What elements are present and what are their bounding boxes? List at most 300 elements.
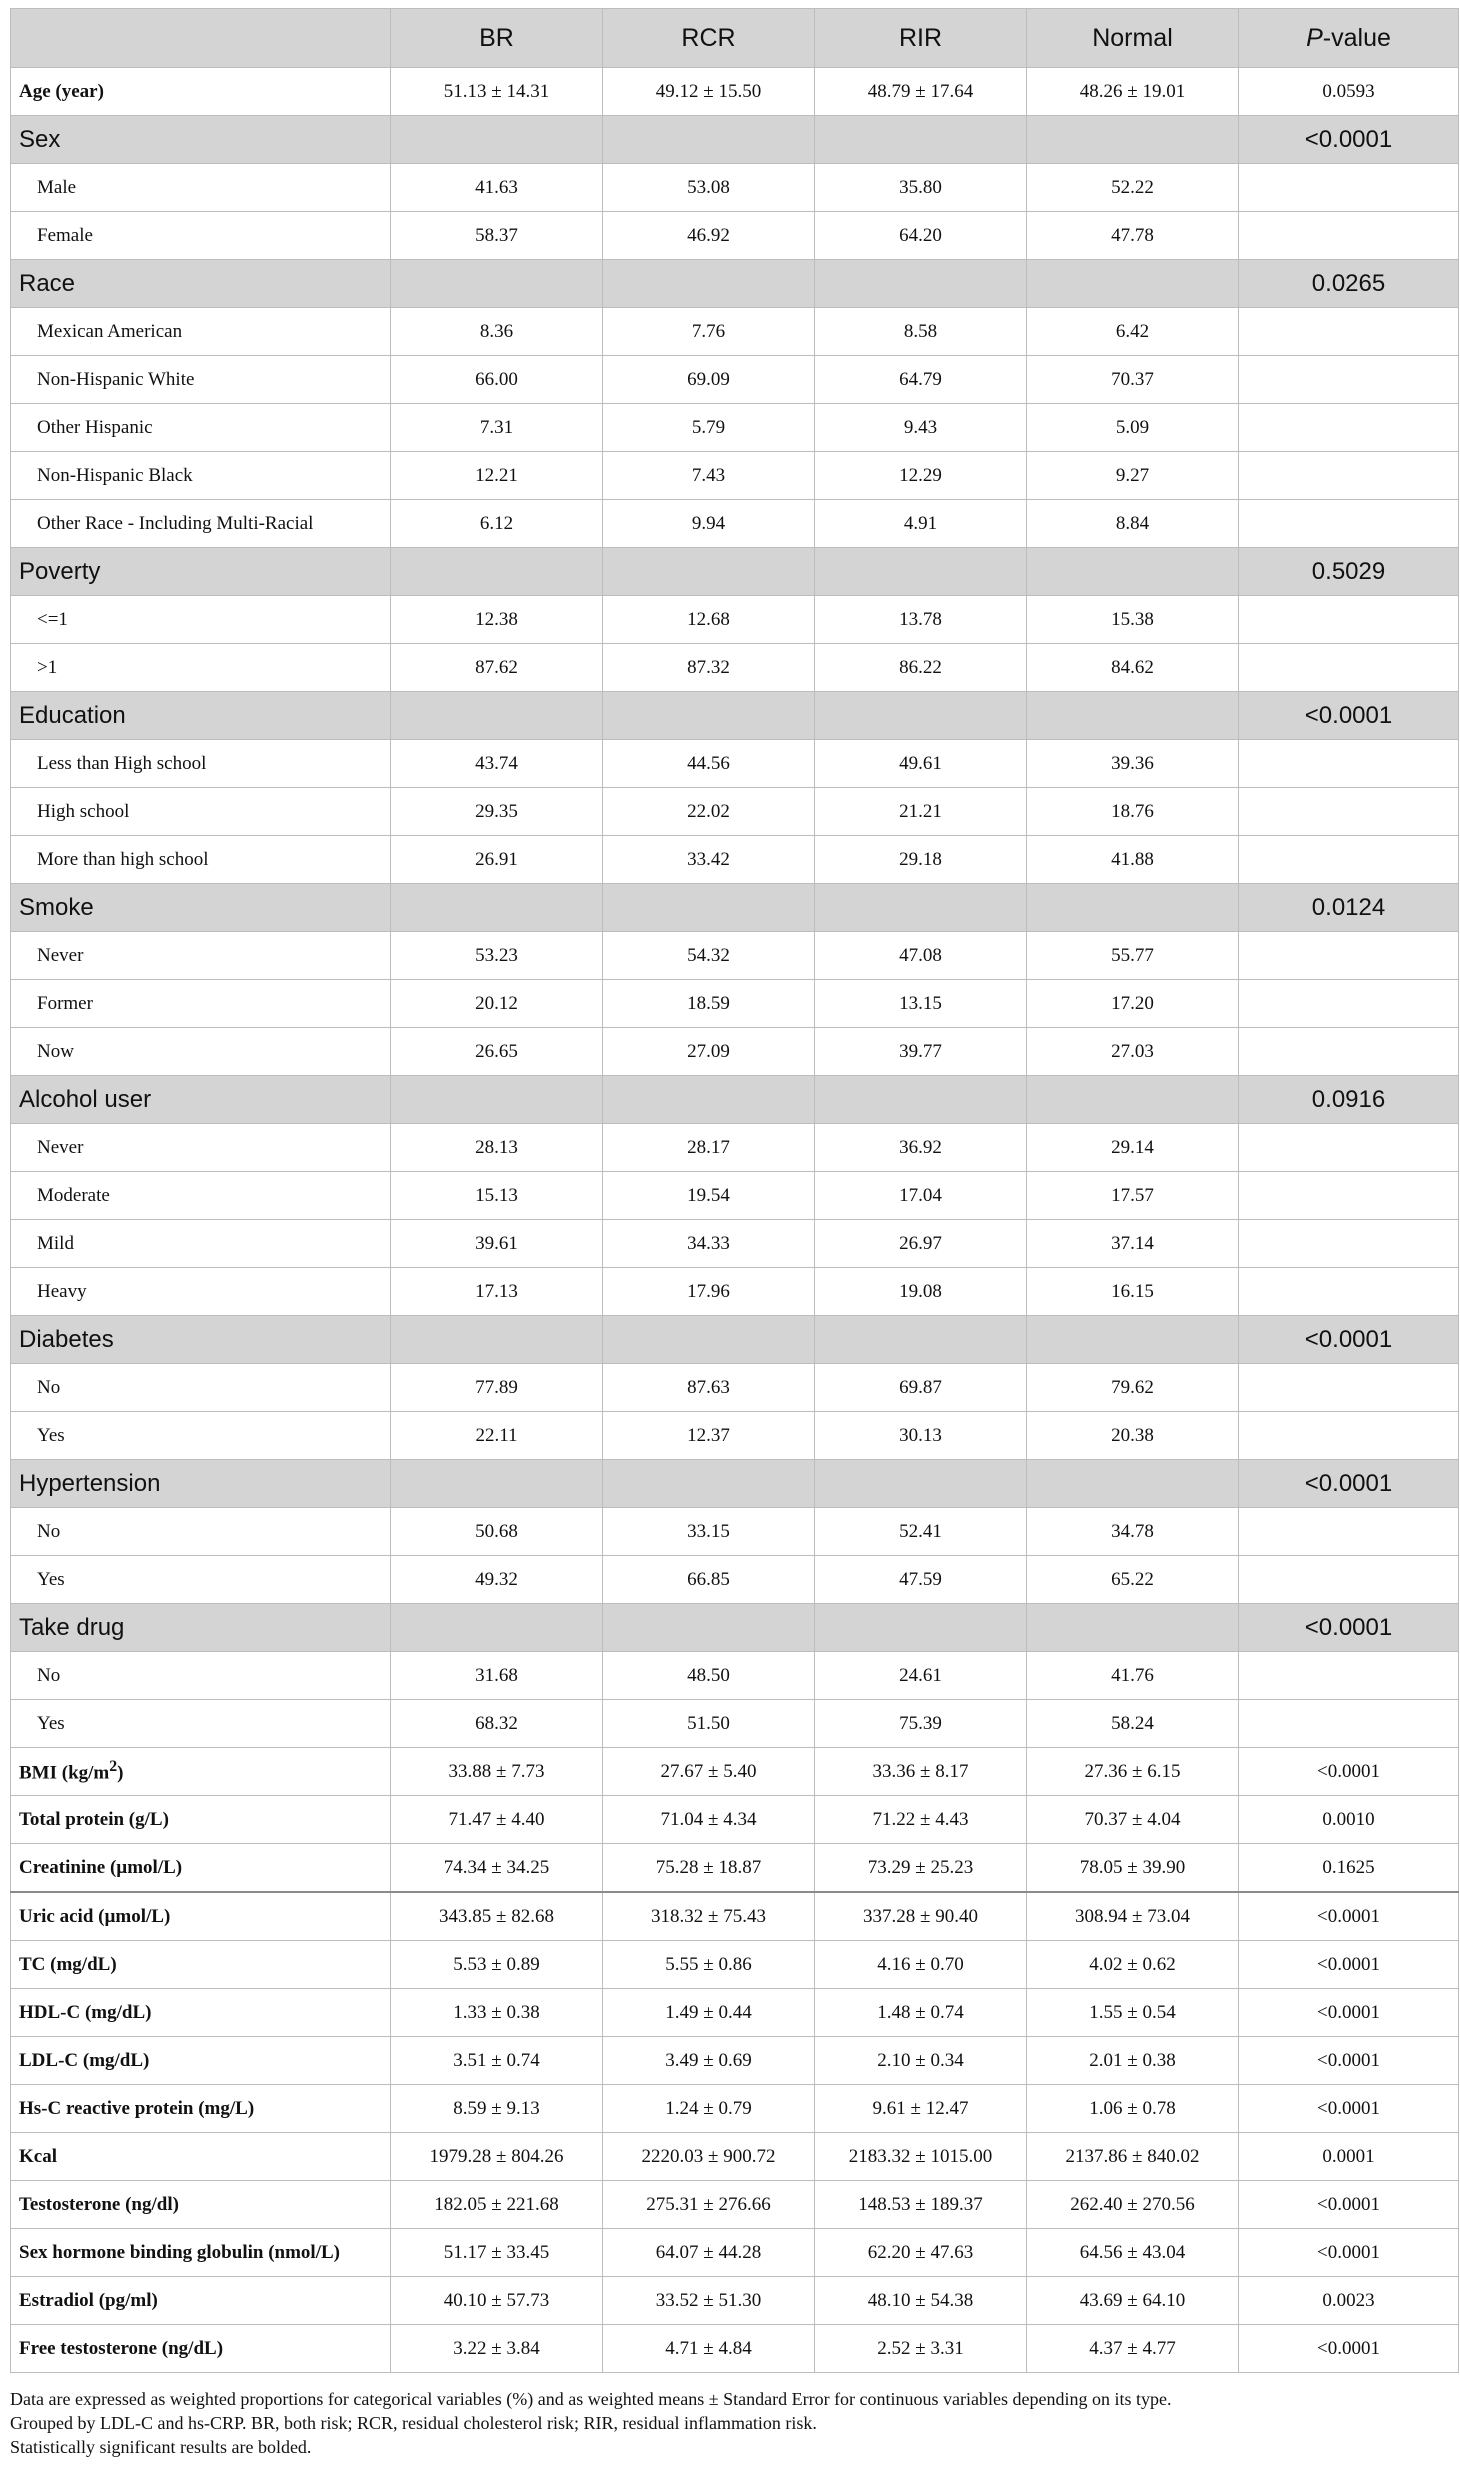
value-rir: 2.10 ± 0.34 bbox=[815, 2037, 1027, 2085]
value-pvalue: 0.0593 bbox=[1239, 68, 1459, 116]
value-br: 343.85 ± 82.68 bbox=[391, 1892, 603, 1941]
row-label bbox=[11, 2325, 391, 2373]
subcategory-row bbox=[11, 452, 1459, 500]
row-label bbox=[11, 836, 391, 884]
row-label bbox=[11, 1604, 391, 1652]
value-rcr bbox=[603, 548, 815, 596]
header-br: BR bbox=[391, 9, 603, 68]
value-rcr: 49.12 ± 15.50 bbox=[603, 68, 815, 116]
value-br: 17.13 bbox=[391, 1268, 603, 1316]
footnote: Statistically significant results are bolded. bbox=[10, 2437, 312, 2457]
value-rir: 2.52 ± 3.31 bbox=[815, 2325, 1027, 2373]
variable-row bbox=[11, 2325, 1459, 2373]
subcategory-row bbox=[11, 1700, 1459, 1748]
value-normal: 262.40 ± 270.56 bbox=[1027, 2181, 1239, 2229]
row-label bbox=[11, 1460, 391, 1508]
value-br: 51.13 ± 14.31 bbox=[391, 68, 603, 116]
value-pvalue bbox=[1239, 356, 1459, 404]
value-rcr: 318.32 ± 75.43 bbox=[603, 1892, 815, 1941]
value-rcr: 28.17 bbox=[603, 1124, 815, 1172]
row-label bbox=[11, 980, 391, 1028]
value-pvalue bbox=[1239, 164, 1459, 212]
row-label-text: Creatinine (µmol/L) bbox=[19, 1856, 183, 1878]
value-normal: 4.02 ± 0.62 bbox=[1027, 1941, 1239, 1989]
value-pvalue: <0.0001 bbox=[1239, 1460, 1459, 1508]
row-label-text: Age (year) bbox=[19, 80, 104, 102]
value-br: 12.21 bbox=[391, 452, 603, 500]
row-label bbox=[11, 260, 391, 308]
value-br: 29.35 bbox=[391, 788, 603, 836]
variable-row bbox=[11, 2085, 1459, 2133]
variable-row bbox=[11, 1989, 1459, 2037]
value-rcr: 5.55 ± 0.86 bbox=[603, 1941, 815, 1989]
value-normal bbox=[1027, 1460, 1239, 1508]
value-br: 8.59 ± 9.13 bbox=[391, 2085, 603, 2133]
value-rcr bbox=[603, 260, 815, 308]
row-label bbox=[11, 1700, 391, 1748]
variable-row bbox=[11, 1941, 1459, 1989]
value-rir: 33.36 ± 8.17 bbox=[815, 1748, 1027, 1796]
footnote: Grouped by LDL-C and hs-CRP. BR, both risk; RCR, residual cholesterol risk; RIR, residual inflammation risk. bbox=[10, 2413, 817, 2433]
header-rcr: RCR bbox=[603, 9, 815, 68]
row-label-text: Moderate bbox=[37, 1184, 110, 1206]
value-rir bbox=[815, 884, 1027, 932]
value-rcr: 53.08 bbox=[603, 164, 815, 212]
row-label bbox=[11, 1268, 391, 1316]
row-label bbox=[11, 1556, 391, 1604]
value-rir: 30.13 bbox=[815, 1412, 1027, 1460]
value-rcr: 33.52 ± 51.30 bbox=[603, 2277, 815, 2325]
value-normal: 65.22 bbox=[1027, 1556, 1239, 1604]
value-rir: 29.18 bbox=[815, 836, 1027, 884]
row-label bbox=[11, 1220, 391, 1268]
subcategory-row bbox=[11, 836, 1459, 884]
value-br: 43.74 bbox=[391, 740, 603, 788]
variable-row bbox=[11, 68, 1459, 116]
row-label bbox=[11, 68, 391, 116]
value-normal: 2137.86 ± 840.02 bbox=[1027, 2133, 1239, 2181]
row-label bbox=[11, 1892, 391, 1941]
value-pvalue bbox=[1239, 1028, 1459, 1076]
value-br: 8.36 bbox=[391, 308, 603, 356]
value-normal: 70.37 bbox=[1027, 356, 1239, 404]
value-pvalue bbox=[1239, 644, 1459, 692]
value-rcr: 34.33 bbox=[603, 1220, 815, 1268]
value-rir: 12.29 bbox=[815, 452, 1027, 500]
value-br: 68.32 bbox=[391, 1700, 603, 1748]
row-label-text: Male bbox=[37, 176, 77, 198]
row-label bbox=[11, 1124, 391, 1172]
row-label bbox=[11, 884, 391, 932]
subcategory-row bbox=[11, 1028, 1459, 1076]
value-normal: 79.62 bbox=[1027, 1364, 1239, 1412]
value-br: 12.38 bbox=[391, 596, 603, 644]
value-pvalue bbox=[1239, 1652, 1459, 1700]
value-rcr: 87.32 bbox=[603, 644, 815, 692]
row-label-text: Heavy bbox=[37, 1280, 87, 1302]
value-br: 39.61 bbox=[391, 1220, 603, 1268]
row-label-text: BMI (kg/m bbox=[19, 1762, 110, 1784]
value-pvalue: 0.0023 bbox=[1239, 2277, 1459, 2325]
group-header-row bbox=[11, 116, 1459, 164]
group-header-row bbox=[11, 260, 1459, 308]
value-br: 58.37 bbox=[391, 212, 603, 260]
value-pvalue bbox=[1239, 836, 1459, 884]
row-label bbox=[11, 1796, 391, 1844]
variable-row bbox=[11, 2037, 1459, 2085]
value-normal: 37.14 bbox=[1027, 1220, 1239, 1268]
value-normal: 9.27 bbox=[1027, 452, 1239, 500]
value-rir: 47.59 bbox=[815, 1556, 1027, 1604]
row-label bbox=[11, 548, 391, 596]
subcategory-row bbox=[11, 1364, 1459, 1412]
value-rcr: 54.32 bbox=[603, 932, 815, 980]
variable-row bbox=[11, 2277, 1459, 2325]
value-rcr: 1.24 ± 0.79 bbox=[603, 2085, 815, 2133]
value-rir: 73.29 ± 25.23 bbox=[815, 1844, 1027, 1893]
value-pvalue: <0.0001 bbox=[1239, 692, 1459, 740]
value-br: 33.88 ± 7.73 bbox=[391, 1748, 603, 1796]
row-label-text: Take drug bbox=[19, 1613, 125, 1641]
value-rir bbox=[815, 692, 1027, 740]
variable-row bbox=[11, 1748, 1459, 1796]
table-footnotes bbox=[10, 2387, 1458, 2459]
value-rcr: 48.50 bbox=[603, 1652, 815, 1700]
characteristics-table bbox=[10, 8, 1459, 2373]
value-rcr: 18.59 bbox=[603, 980, 815, 1028]
header-normal: Normal bbox=[1027, 9, 1239, 68]
value-br: 7.31 bbox=[391, 404, 603, 452]
group-header-row bbox=[11, 884, 1459, 932]
row-label-text: Smoke bbox=[19, 893, 94, 921]
value-br bbox=[391, 1604, 603, 1652]
value-br bbox=[391, 260, 603, 308]
subcategory-row bbox=[11, 1556, 1459, 1604]
row-label-text: More than high school bbox=[37, 848, 209, 870]
value-br: 5.53 ± 0.89 bbox=[391, 1941, 603, 1989]
row-label-text: Hypertension bbox=[19, 1469, 161, 1497]
value-rcr bbox=[603, 1604, 815, 1652]
subcategory-row bbox=[11, 1652, 1459, 1700]
value-rir: 69.87 bbox=[815, 1364, 1027, 1412]
value-br: 182.05 ± 221.68 bbox=[391, 2181, 603, 2229]
subcategory-row bbox=[11, 356, 1459, 404]
value-pvalue: 0.0124 bbox=[1239, 884, 1459, 932]
value-br: 15.13 bbox=[391, 1172, 603, 1220]
value-pvalue bbox=[1239, 1124, 1459, 1172]
subcategory-row bbox=[11, 1172, 1459, 1220]
row-label-text: Sex bbox=[19, 125, 61, 153]
value-rir: 39.77 bbox=[815, 1028, 1027, 1076]
value-normal: 52.22 bbox=[1027, 164, 1239, 212]
value-pvalue bbox=[1239, 1268, 1459, 1316]
value-br: 87.62 bbox=[391, 644, 603, 692]
value-rir: 48.10 ± 54.38 bbox=[815, 2277, 1027, 2325]
value-rcr: 12.68 bbox=[603, 596, 815, 644]
value-normal bbox=[1027, 260, 1239, 308]
row-label bbox=[11, 1172, 391, 1220]
value-rcr bbox=[603, 1316, 815, 1364]
value-rir: 337.28 ± 90.40 bbox=[815, 1892, 1027, 1941]
row-label-text: Non-Hispanic Black bbox=[37, 464, 193, 486]
value-br: 20.12 bbox=[391, 980, 603, 1028]
value-normal: 17.57 bbox=[1027, 1172, 1239, 1220]
value-rcr: 4.71 ± 4.84 bbox=[603, 2325, 815, 2373]
variable-row bbox=[11, 2133, 1459, 2181]
value-normal bbox=[1027, 1316, 1239, 1364]
footnote: Data are expressed as weighted proportions for categorical variables (%) and as weighted means ± Standard Error for continuous variables depending on its type. bbox=[10, 2389, 1172, 2409]
value-pvalue: <0.0001 bbox=[1239, 1316, 1459, 1364]
row-label-text: LDL-C (mg/dL) bbox=[19, 2049, 150, 2071]
row-label-text: HDL-C (mg/dL) bbox=[19, 2001, 152, 2023]
value-br bbox=[391, 1316, 603, 1364]
value-br: 26.91 bbox=[391, 836, 603, 884]
value-pvalue bbox=[1239, 788, 1459, 836]
value-rcr: 44.56 bbox=[603, 740, 815, 788]
value-rir: 13.78 bbox=[815, 596, 1027, 644]
value-pvalue: 0.1625 bbox=[1239, 1844, 1459, 1893]
value-rir: 64.79 bbox=[815, 356, 1027, 404]
value-rir: 2183.32 ± 1015.00 bbox=[815, 2133, 1027, 2181]
value-normal: 27.03 bbox=[1027, 1028, 1239, 1076]
row-label-text: Less than High school bbox=[37, 752, 207, 774]
subcategory-row bbox=[11, 212, 1459, 260]
row-label bbox=[11, 2181, 391, 2229]
value-normal: 15.38 bbox=[1027, 596, 1239, 644]
row-label bbox=[11, 1316, 391, 1364]
value-br: 26.65 bbox=[391, 1028, 603, 1076]
row-label bbox=[11, 1364, 391, 1412]
value-rcr: 33.15 bbox=[603, 1508, 815, 1556]
value-normal: 16.15 bbox=[1027, 1268, 1239, 1316]
value-pvalue: <0.0001 bbox=[1239, 2325, 1459, 2373]
row-label bbox=[11, 500, 391, 548]
value-pvalue: <0.0001 bbox=[1239, 1989, 1459, 2037]
value-rir: 49.61 bbox=[815, 740, 1027, 788]
value-pvalue: <0.0001 bbox=[1239, 2229, 1459, 2277]
row-label-text: <=1 bbox=[37, 608, 68, 630]
row-label-text: Female bbox=[37, 224, 93, 246]
value-rir bbox=[815, 1076, 1027, 1124]
value-rir: 47.08 bbox=[815, 932, 1027, 980]
value-rcr bbox=[603, 1460, 815, 1508]
value-normal: 2.01 ± 0.38 bbox=[1027, 2037, 1239, 2085]
row-label bbox=[11, 1028, 391, 1076]
value-pvalue: <0.0001 bbox=[1239, 116, 1459, 164]
group-header-row bbox=[11, 548, 1459, 596]
row-label-text: Other Race - Including Multi-Racial bbox=[37, 512, 314, 534]
value-normal bbox=[1027, 548, 1239, 596]
value-normal bbox=[1027, 884, 1239, 932]
row-label bbox=[11, 2037, 391, 2085]
row-label bbox=[11, 932, 391, 980]
row-label-text: Non-Hispanic White bbox=[37, 368, 195, 390]
value-normal bbox=[1027, 1604, 1239, 1652]
value-pvalue bbox=[1239, 1508, 1459, 1556]
header-pvalue-italic: P bbox=[1306, 23, 1323, 52]
row-label-text: Yes bbox=[37, 1424, 65, 1446]
value-pvalue: <0.0001 bbox=[1239, 1604, 1459, 1652]
value-rir bbox=[815, 548, 1027, 596]
subcategory-row bbox=[11, 404, 1459, 452]
row-label-text: Poverty bbox=[19, 557, 101, 585]
header-rir: RIR bbox=[815, 9, 1027, 68]
value-br: 51.17 ± 33.45 bbox=[391, 2229, 603, 2277]
variable-row bbox=[11, 2181, 1459, 2229]
row-label bbox=[11, 2229, 391, 2277]
value-rcr: 27.09 bbox=[603, 1028, 815, 1076]
row-label-text: Alcohol user bbox=[19, 1085, 152, 1113]
value-normal: 308.94 ± 73.04 bbox=[1027, 1892, 1239, 1941]
value-br: 66.00 bbox=[391, 356, 603, 404]
value-normal: 29.14 bbox=[1027, 1124, 1239, 1172]
value-pvalue bbox=[1239, 308, 1459, 356]
value-br bbox=[391, 1460, 603, 1508]
row-label bbox=[11, 2277, 391, 2325]
value-br: 77.89 bbox=[391, 1364, 603, 1412]
value-rir: 71.22 ± 4.43 bbox=[815, 1796, 1027, 1844]
value-pvalue bbox=[1239, 1412, 1459, 1460]
table-body bbox=[11, 68, 1459, 2373]
value-br: 6.12 bbox=[391, 500, 603, 548]
row-label bbox=[11, 1508, 391, 1556]
value-normal: 17.20 bbox=[1027, 980, 1239, 1028]
value-pvalue bbox=[1239, 740, 1459, 788]
value-normal: 43.69 ± 64.10 bbox=[1027, 2277, 1239, 2325]
value-normal: 78.05 ± 39.90 bbox=[1027, 1844, 1239, 1893]
value-pvalue: <0.0001 bbox=[1239, 2181, 1459, 2229]
row-label-text: >1 bbox=[37, 656, 58, 678]
variable-row bbox=[11, 1844, 1459, 1893]
value-pvalue bbox=[1239, 452, 1459, 500]
value-br: 50.68 bbox=[391, 1508, 603, 1556]
value-normal: 47.78 bbox=[1027, 212, 1239, 260]
value-pvalue bbox=[1239, 500, 1459, 548]
row-label-text: High school bbox=[37, 800, 130, 822]
row-label bbox=[11, 356, 391, 404]
group-header-row bbox=[11, 1460, 1459, 1508]
value-pvalue: 0.0265 bbox=[1239, 260, 1459, 308]
row-label-text: Sex hormone binding globulin (nmol/L) bbox=[19, 2241, 340, 2263]
value-pvalue bbox=[1239, 1364, 1459, 1412]
subcategory-row bbox=[11, 1268, 1459, 1316]
row-label bbox=[11, 1412, 391, 1460]
subcategory-row bbox=[11, 596, 1459, 644]
subcategory-row bbox=[11, 1220, 1459, 1268]
row-label bbox=[11, 2133, 391, 2181]
row-label-text: Former bbox=[37, 992, 93, 1014]
value-rcr: 33.42 bbox=[603, 836, 815, 884]
value-rcr: 19.54 bbox=[603, 1172, 815, 1220]
value-br bbox=[391, 548, 603, 596]
row-label-text: Hs-C reactive protein (mg/L) bbox=[19, 2097, 255, 2119]
row-label-text: Mexican American bbox=[37, 320, 183, 342]
value-rir: 36.92 bbox=[815, 1124, 1027, 1172]
row-label-text: Race bbox=[19, 269, 76, 297]
subcategory-row bbox=[11, 788, 1459, 836]
value-normal: 34.78 bbox=[1027, 1508, 1239, 1556]
value-pvalue: <0.0001 bbox=[1239, 1748, 1459, 1796]
value-rcr: 51.50 bbox=[603, 1700, 815, 1748]
row-label-text: No bbox=[37, 1520, 61, 1542]
value-rir: 148.53 ± 189.37 bbox=[815, 2181, 1027, 2229]
value-normal bbox=[1027, 692, 1239, 740]
subcategory-row bbox=[11, 1508, 1459, 1556]
row-label-text: Never bbox=[37, 944, 84, 966]
subcategory-row bbox=[11, 164, 1459, 212]
value-rcr: 27.67 ± 5.40 bbox=[603, 1748, 815, 1796]
value-normal: 1.06 ± 0.78 bbox=[1027, 2085, 1239, 2133]
value-rir: 1.48 ± 0.74 bbox=[815, 1989, 1027, 2037]
row-label-superscript: 2 bbox=[109, 1758, 118, 1776]
value-br: 3.51 ± 0.74 bbox=[391, 2037, 603, 2085]
value-rir: 64.20 bbox=[815, 212, 1027, 260]
row-label-text: No bbox=[37, 1664, 61, 1686]
value-normal: 58.24 bbox=[1027, 1700, 1239, 1748]
value-rcr: 17.96 bbox=[603, 1268, 815, 1316]
value-rcr: 7.43 bbox=[603, 452, 815, 500]
value-rir: 62.20 ± 47.63 bbox=[815, 2229, 1027, 2277]
value-rcr: 12.37 bbox=[603, 1412, 815, 1460]
value-rir: 75.39 bbox=[815, 1700, 1027, 1748]
row-label bbox=[11, 164, 391, 212]
value-normal: 48.26 ± 19.01 bbox=[1027, 68, 1239, 116]
value-rcr: 66.85 bbox=[603, 1556, 815, 1604]
value-rcr: 75.28 ± 18.87 bbox=[603, 1844, 815, 1893]
variable-row bbox=[11, 1796, 1459, 1844]
value-pvalue: <0.0001 bbox=[1239, 1941, 1459, 1989]
row-label bbox=[11, 1076, 391, 1124]
value-rir: 48.79 ± 17.64 bbox=[815, 68, 1027, 116]
value-rcr: 2220.03 ± 900.72 bbox=[603, 2133, 815, 2181]
value-normal: 39.36 bbox=[1027, 740, 1239, 788]
row-label bbox=[11, 2085, 391, 2133]
value-rcr: 64.07 ± 44.28 bbox=[603, 2229, 815, 2277]
value-pvalue bbox=[1239, 932, 1459, 980]
subcategory-row bbox=[11, 980, 1459, 1028]
value-pvalue bbox=[1239, 596, 1459, 644]
row-label-text: Education bbox=[19, 701, 126, 729]
row-label-text: No bbox=[37, 1376, 61, 1398]
value-rir: 24.61 bbox=[815, 1652, 1027, 1700]
row-label-text: Other Hispanic bbox=[37, 416, 153, 438]
value-rir: 13.15 bbox=[815, 980, 1027, 1028]
value-br: 49.32 bbox=[391, 1556, 603, 1604]
row-label-text: Uric acid (µmol/L) bbox=[19, 1905, 171, 1927]
value-br bbox=[391, 692, 603, 740]
value-pvalue bbox=[1239, 1700, 1459, 1748]
value-pvalue: 0.5029 bbox=[1239, 548, 1459, 596]
value-rcr bbox=[603, 1076, 815, 1124]
row-label bbox=[11, 116, 391, 164]
subcategory-row bbox=[11, 1124, 1459, 1172]
value-br: 41.63 bbox=[391, 164, 603, 212]
row-label bbox=[11, 1989, 391, 2037]
value-rcr: 69.09 bbox=[603, 356, 815, 404]
group-header-row bbox=[11, 1076, 1459, 1124]
subcategory-row bbox=[11, 308, 1459, 356]
value-br: 31.68 bbox=[391, 1652, 603, 1700]
value-normal: 20.38 bbox=[1027, 1412, 1239, 1460]
value-pvalue: <0.0001 bbox=[1239, 2037, 1459, 2085]
value-rir bbox=[815, 1316, 1027, 1364]
value-normal: 41.76 bbox=[1027, 1652, 1239, 1700]
value-br: 22.11 bbox=[391, 1412, 603, 1460]
subcategory-row bbox=[11, 644, 1459, 692]
row-label-text: Yes bbox=[37, 1568, 65, 1590]
value-rir: 86.22 bbox=[815, 644, 1027, 692]
value-br bbox=[391, 884, 603, 932]
